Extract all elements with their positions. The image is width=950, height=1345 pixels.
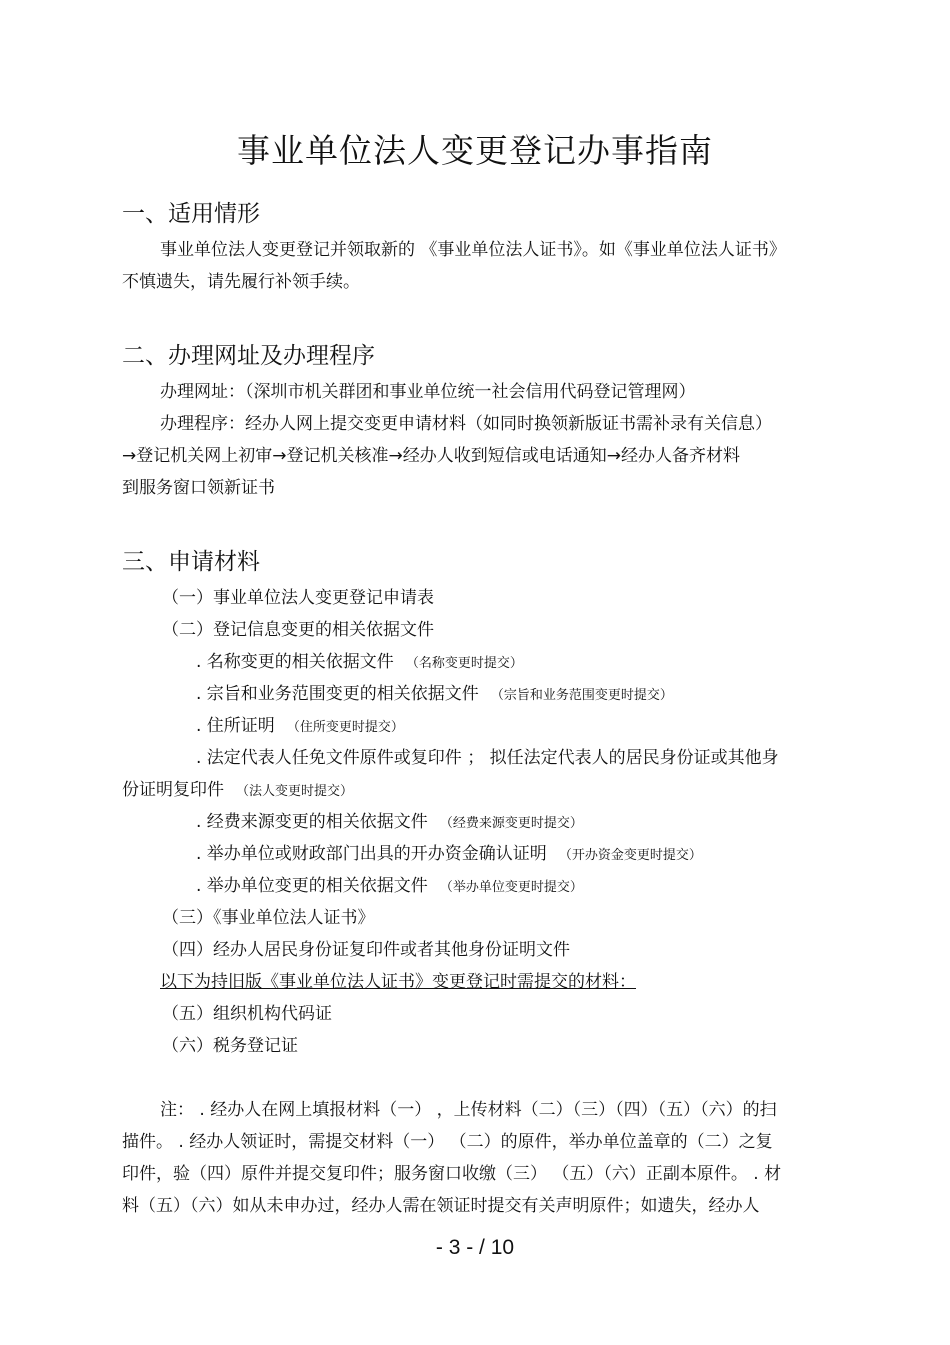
list-subitem-continuation: [122, 774, 353, 808]
subitem-text: 份证明复印件: [122, 780, 224, 800]
subitem-text: . 住所证明: [196, 716, 275, 736]
list-item: （四）经办人居民身份证复印件或者其他身份证明文件: [162, 940, 570, 960]
subitem-text: . 举办单位变更的相关依据文件: [196, 876, 428, 896]
list-subitem: [196, 646, 523, 680]
subitem-note: （住所变更时提交）: [286, 720, 404, 735]
subitem-note: （宗旨和业务范围变更时提交）: [490, 688, 673, 703]
note-line: 注： . 经办人在网上填报材料（一） ，上传材料（二）（三）（四）（五）（六）的扫: [160, 1100, 777, 1120]
old-certificate-note: 以下为持旧版《事业单位法人证书》变更登记时需提交的材料：: [160, 972, 636, 992]
subitem-note: （法人变更时提交）: [236, 784, 354, 799]
paragraph-line: 办理网址：（深圳市机关群团和事业单位统一社会信用代码登记管理网）: [160, 382, 696, 402]
list-item: （三）《事业单位法人证书》: [162, 908, 375, 928]
section-heading-materials: 三、申请材料: [122, 549, 260, 575]
paragraph-line: 事业单位法人变更登记并领取新的 《事业单位法人证书》。如《事业单位法人证书》: [160, 240, 786, 260]
paragraph-line: 不慎遗失，请先履行补领手续。: [122, 272, 360, 292]
list-subitem: . 法定代表人任免文件原件或复印件 ； 拟任法定代表人的居民身份证或其他身: [196, 748, 779, 768]
list-subitem: [196, 806, 583, 840]
subitem-note: （举办单位变更时提交）: [439, 880, 583, 895]
list-subitem: [196, 710, 404, 744]
section-heading-applicable: 一、适用情形: [122, 201, 260, 227]
page-number: - 3 - / 10: [435, 1236, 515, 1259]
subitem-text: . 宗旨和业务范围变更的相关依据文件: [196, 684, 479, 704]
paragraph-line: 办理程序：经办人网上提交变更申请材料（如同时换领新版证书需补录有关信息）: [160, 414, 772, 434]
note-line: 料（五）（六）如从未申办过，经办人需在领证时提交有关声明原件；如遗失，经办人: [122, 1196, 760, 1216]
list-subitem: [196, 870, 583, 904]
subitem-note: （开办资金变更时提交）: [558, 848, 702, 863]
subitem-text: . 名称变更的相关依据文件: [196, 652, 394, 672]
subitem-text: . 经费来源变更的相关依据文件: [196, 812, 428, 832]
list-item: （六）税务登记证: [162, 1036, 298, 1056]
list-item: （二）登记信息变更的相关依据文件: [162, 620, 434, 640]
subitem-note: （经费来源变更时提交）: [439, 816, 583, 831]
note-line: 描件。 . 经办人领证时，需提交材料（一） （二）的原件，举办单位盖章的（二）之复: [122, 1132, 773, 1152]
paragraph-line: →登记机关网上初审→登记机关核准→经办人收到短信或电话通知→经办人备齐材料: [122, 446, 740, 466]
note-line: 印件，验（四）原件并提交复印件；服务窗口收缴（三） （五）（六）正副本原件。 . 材: [122, 1164, 782, 1184]
list-subitem: [196, 678, 673, 712]
subitem-note: （名称变更时提交）: [405, 656, 523, 671]
paragraph-line: 到服务窗口领新证书: [122, 478, 275, 498]
list-item: （一）事业单位法人变更登记申请表: [162, 588, 434, 608]
list-subitem: [196, 838, 702, 872]
subitem-text: . 举办单位或财政部门出具的开办资金确认证明: [196, 844, 547, 864]
document-title: 事业单位法人变更登记办事指南: [237, 131, 713, 170]
section-heading-procedure: 二、办理网址及办理程序: [122, 343, 375, 369]
list-item: （五）组织机构代码证: [162, 1004, 332, 1024]
